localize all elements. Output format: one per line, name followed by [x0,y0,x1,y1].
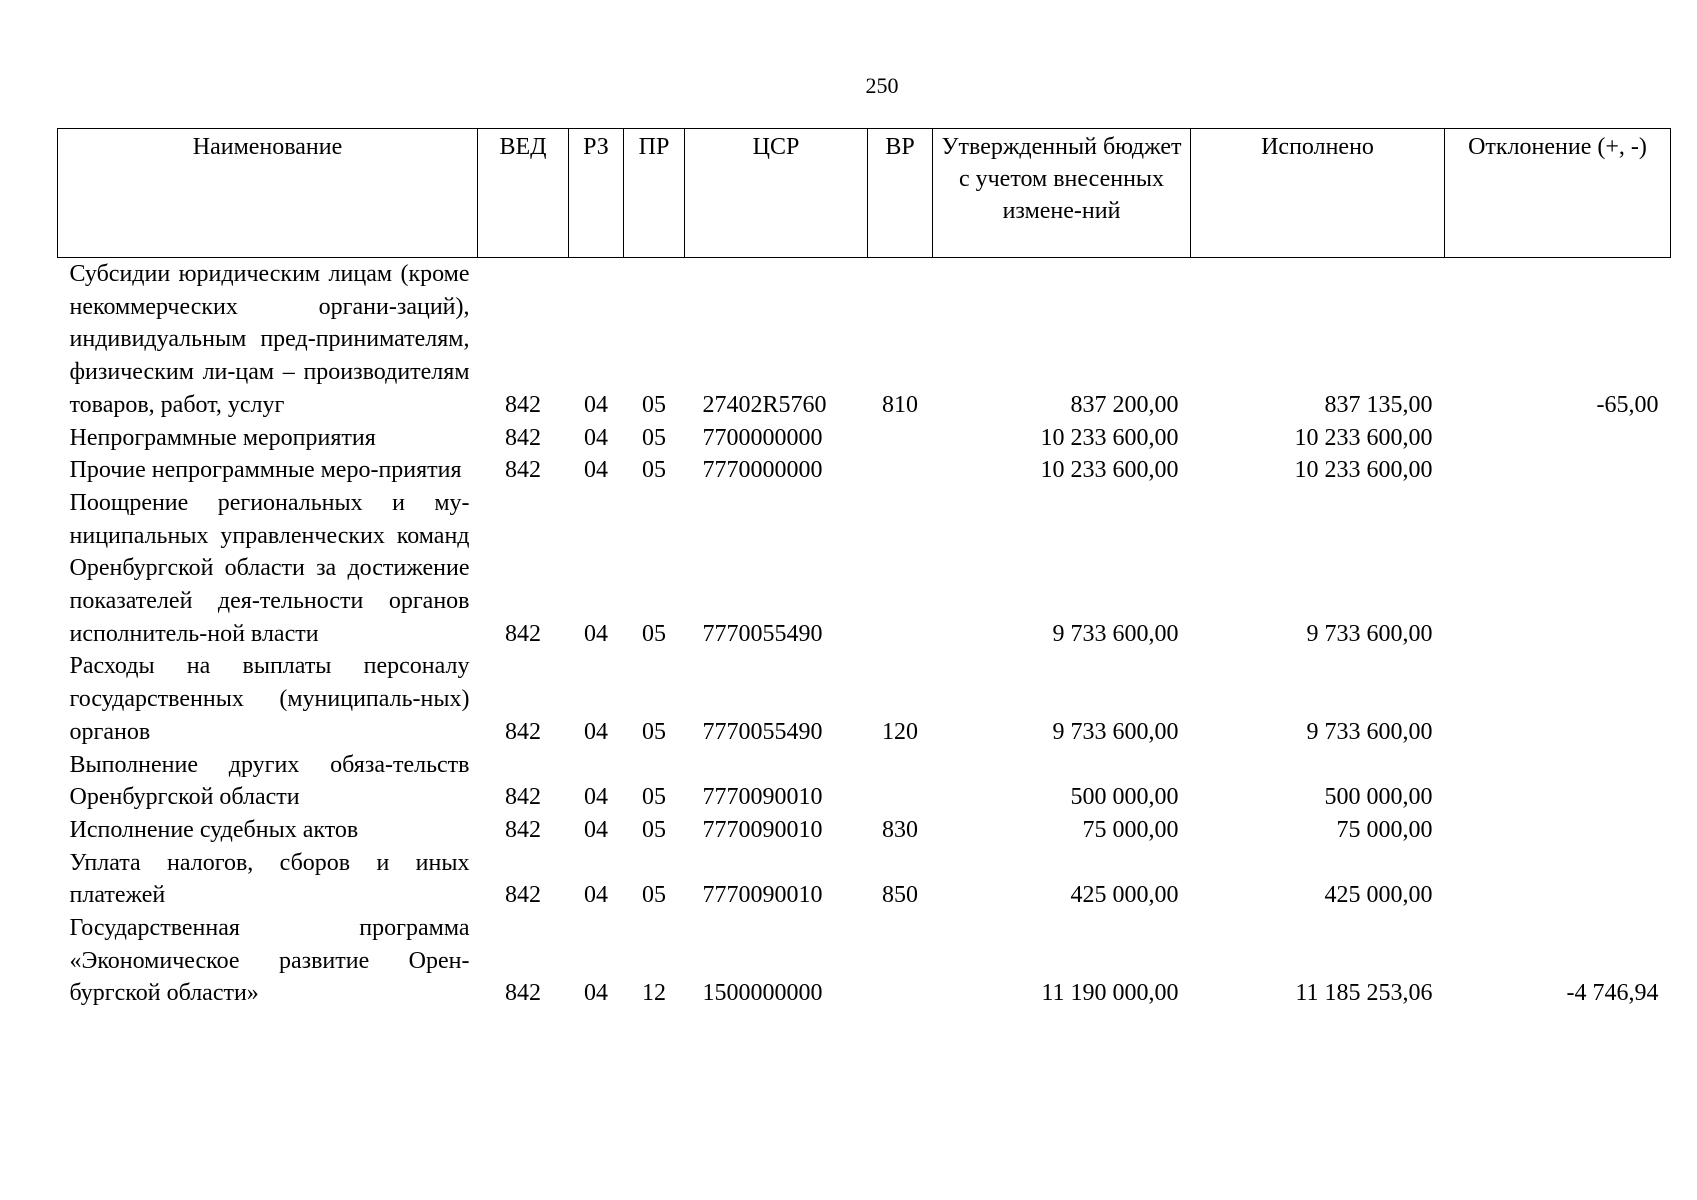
row-rz: 04 [584,620,608,647]
row-vr: 850 [882,882,918,909]
row-approved: 9 733 600,00 [1052,620,1179,647]
row-name: Расходы на выплаты персоналу государственных (муниципаль-ных) органов [69,653,470,745]
header-executed: Исполнено [1191,129,1445,258]
row-deviation: -65,00 [1596,391,1659,418]
row-rz: 04 [584,391,608,418]
row-pr: 05 [642,882,666,909]
row-rz: 04 [584,980,608,1007]
table-row [58,847,1671,912]
row-name: Поощрение региональных и му-ниципальных управленческих команд Оренбургской области за достижение показателей дея-тельности органов исполнитель-ной власти [69,489,470,647]
row-executed: 425 000,00 [1324,882,1433,909]
row-deviation [1445,422,1671,455]
table-row [58,454,1671,487]
row-executed: 9 733 600,00 [1306,620,1433,647]
row-csr: 7700000000 [702,424,823,451]
row-approved: 10 233 600,00 [1040,424,1179,451]
row-rz: 04 [584,882,608,909]
row-deviation: -4 746,94 [1566,980,1659,1007]
row-pr: 05 [642,391,666,418]
row-deviation [1445,847,1671,912]
row-rz: 04 [584,457,608,484]
row-rz: 04 [584,816,608,843]
row-vr [868,912,933,1010]
row-name: Субсидии юридическим лицам (кроме некоммерческих органи-заций), индивидуальным пред-принимателям, физическим ли-цам – производителям товаров, работ, услуг [69,261,470,418]
table-body [58,258,1671,1011]
header-ved: ВЕД [478,129,569,258]
header-row [58,129,1671,258]
row-csr: 7770055490 [702,718,823,745]
row-deviation [1445,814,1671,847]
page-number: 250 [865,73,899,98]
row-executed: 500 000,00 [1324,784,1433,811]
row-approved: 837 200,00 [1070,391,1179,418]
row-rz: 04 [584,424,608,451]
row-executed: 11 185 253,06 [1295,980,1433,1007]
row-csr: 7770090010 [702,784,823,811]
row-pr: 05 [642,457,666,484]
table-row [58,487,1671,651]
row-name: Исполнение судебных актов [69,816,359,843]
table-row [58,422,1671,455]
table-row [58,814,1671,847]
row-ved: 842 [505,784,541,811]
header-name: Наименование [58,129,478,258]
row-vr [868,487,933,651]
row-pr: 05 [642,620,666,647]
row-vr: 830 [882,816,918,843]
row-csr: 7770055490 [702,620,823,647]
row-pr: 12 [642,980,666,1007]
row-approved: 500 000,00 [1070,784,1179,811]
row-name: Непрограммные мероприятия [69,424,376,451]
table-row [58,749,1671,814]
row-vr [868,422,933,455]
row-approved: 75 000,00 [1082,816,1179,843]
table-row [58,258,1671,422]
row-executed: 9 733 600,00 [1306,718,1433,745]
row-pr: 05 [642,816,666,843]
row-executed: 75 000,00 [1336,816,1433,843]
header-deviation: Отклонение (+, -) [1445,129,1671,258]
row-name: Государственная программа «Экономическое развитие Орен-бургской области» [69,915,470,1007]
row-ved: 842 [505,457,541,484]
row-name: Уплата налогов, сборов и иных платежей [69,849,470,909]
row-name: Прочие непрограммные меро-приятия [69,457,462,484]
row-ved: 842 [505,391,541,418]
row-vr: 120 [882,718,918,745]
row-approved: 9 733 600,00 [1052,718,1179,745]
header-vr: ВР [868,129,933,258]
row-name: Выполнение других обяза-тельств Оренбургской области [69,751,470,811]
table-row [58,912,1671,1010]
row-deviation [1445,454,1671,487]
row-approved: 10 233 600,00 [1040,457,1179,484]
row-ved: 842 [505,424,541,451]
row-rz: 04 [584,718,608,745]
header-csr: ЦСР [685,129,868,258]
row-csr: 7770090010 [702,816,823,843]
row-vr [868,454,933,487]
row-rz: 04 [584,784,608,811]
header-approved: Утвержденный бюджет с учетом внесенных измене-ний [933,129,1191,258]
row-csr: 1500000000 [702,980,823,1007]
row-executed: 10 233 600,00 [1294,424,1433,451]
row-pr: 05 [642,718,666,745]
table-header [58,129,1671,258]
row-csr: 7770090010 [702,882,823,909]
row-ved: 842 [505,620,541,647]
row-ved: 842 [505,718,541,745]
row-vr: 810 [882,391,918,418]
row-pr: 05 [642,784,666,811]
row-deviation [1445,749,1671,814]
row-deviation [1445,650,1671,748]
row-ved: 842 [505,882,541,909]
row-csr: 27402R5760 [702,391,827,418]
row-ved: 842 [505,816,541,843]
row-ved: 842 [505,980,541,1007]
row-pr: 05 [642,424,666,451]
header-pr: ПР [624,129,685,258]
row-approved: 11 190 000,00 [1041,980,1179,1007]
row-vr [868,749,933,814]
row-approved: 425 000,00 [1070,882,1179,909]
row-executed: 10 233 600,00 [1294,457,1433,484]
row-deviation [1445,487,1671,651]
header-rz: РЗ [569,129,624,258]
row-executed: 837 135,00 [1324,391,1433,418]
table-row [58,650,1671,748]
budget-execution-table [57,128,1671,1010]
row-csr: 7770000000 [702,457,823,484]
